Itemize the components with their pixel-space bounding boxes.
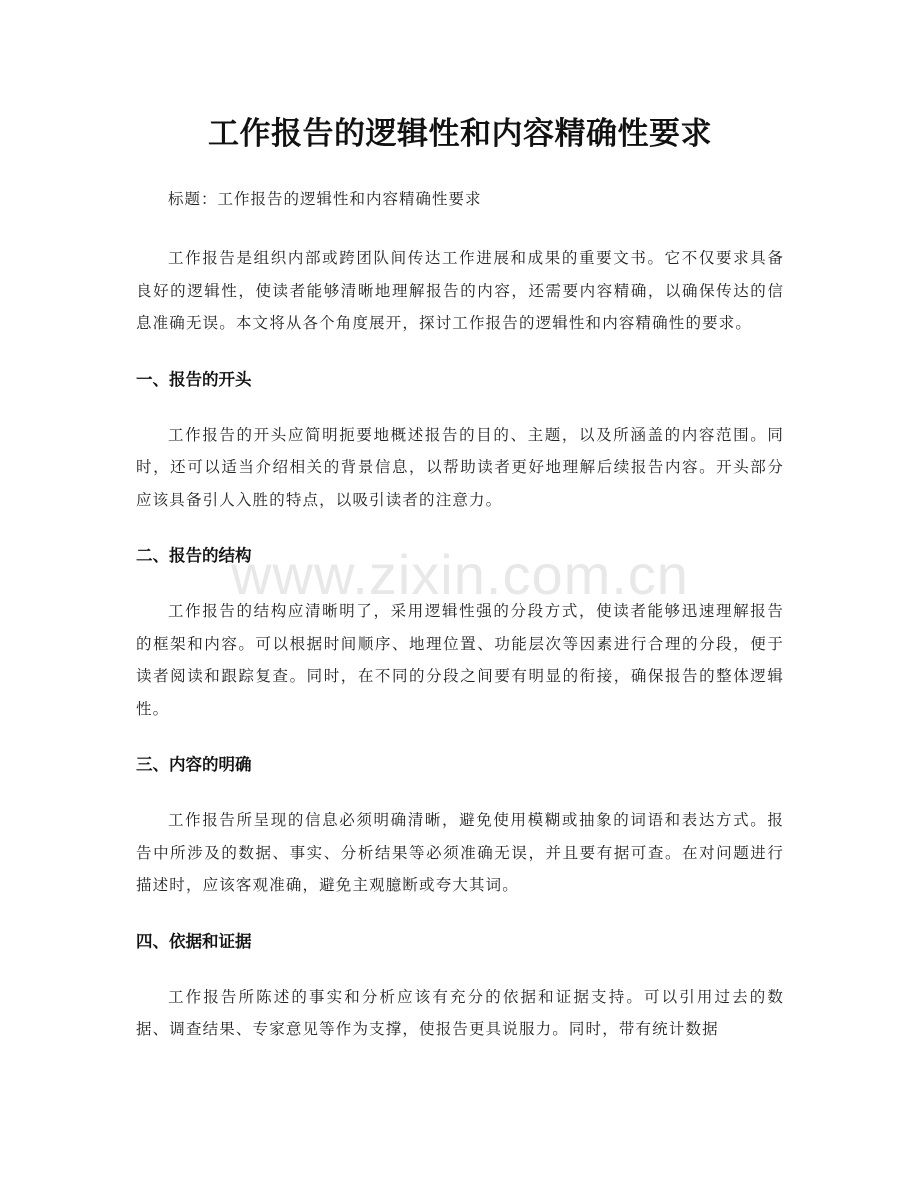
document-body: [136, 183, 784, 1072]
section-heading-1: 一、报告的开头: [136, 369, 252, 389]
section-body-2: 工作报告的结构应清晰明了，采用逻辑性强的分段方式，使读者能够迅速理解报告的框架和内容。可以根据时间顺序、地理位置、功能层次等因素进行合理的分段，便于读者阅读和跟踪复查。同时，在不同的分段之间要有明显的衔接，确保报告的整体逻辑性。: [136, 602, 784, 718]
section-body-3: 工作报告所呈现的信息必须明确清晰，避免使用模糊或抽象的词语和表达方式。报告中所涉及的数据、事实、分析结果等必须准确无误，并且要有据可查。在对问题进行描述时，应该客观准确，避免主观臆断或夸大其词。: [136, 811, 784, 894]
intro-paragraph: 工作报告是组织内部或跨团队间传达工作进展和成果的重要文书。它不仅要求具备良好的逻辑性，使读者能够清晰地理解报告的内容，还需要内容精确，以确保传达的信息准确无误。本文将从各个角度展开，探讨工作报告的逻辑性和内容精确性的要求。: [136, 249, 784, 332]
watermark: www.zixin.com.cn: [231, 543, 689, 606]
subtitle-line: 标题：工作报告的逻辑性和内容精确性要求: [168, 190, 482, 208]
section-body-1: 工作报告的开头应简明扼要地概述报告的目的、主题，以及所涵盖的内容范围。同时，还可以适当介绍相关的背景信息，以帮助读者更好地理解后续报告内容。开头部分应该具备引人入胜的特点，以吸引读者的注意力。: [136, 425, 784, 509]
section-heading-2: 二、报告的结构: [136, 546, 252, 565]
section-heading-4: 四、依据和证据: [136, 931, 252, 951]
document-title: 工作报告的逻辑性和内容精确性要求: [208, 116, 712, 152]
section-heading-3: 三、内容的明确: [136, 755, 252, 774]
section-body-4: 工作报告所陈述的事实和分析应该有充分的依据和证据支持。可以引用过去的数据、调查结果、专家意见等作为支撑，使报告更具说服力。同时，带有统计数据: [136, 987, 784, 1038]
